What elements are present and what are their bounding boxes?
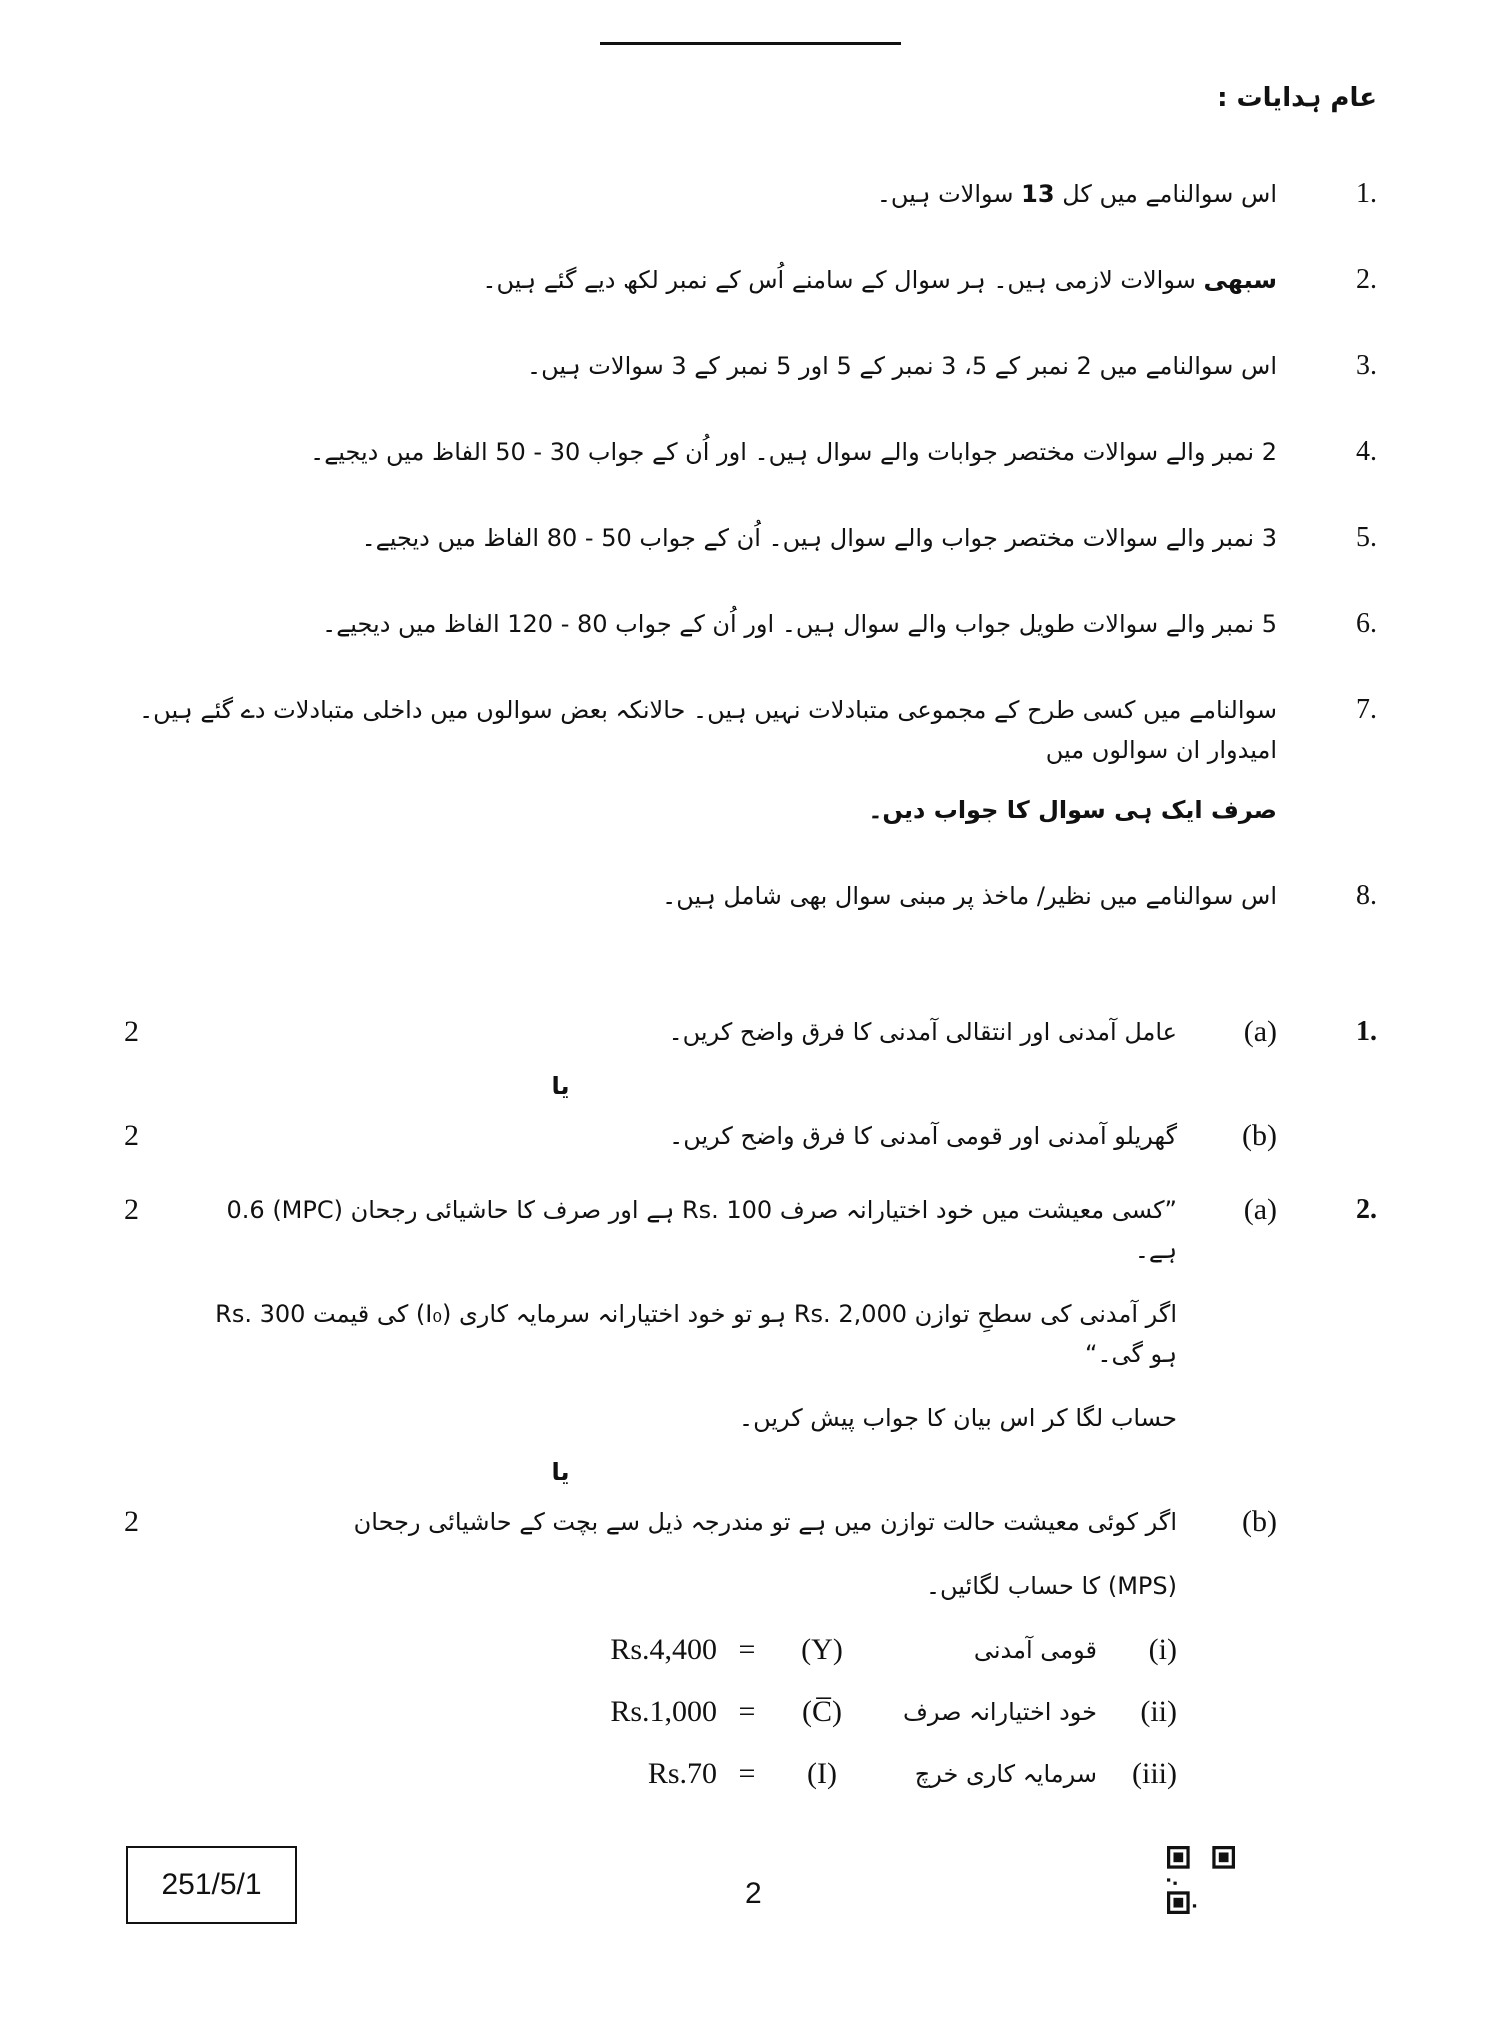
instruction-text: 5 نمبر والے سوالات طویل جواب والے سوال ہیں۔ اور اُن کے جواب 80 - 120 الفاظ میں دیجیے۔: [322, 610, 1277, 638]
instruction-item: [124, 432, 1377, 472]
instruction-item: [124, 604, 1377, 644]
instruction-number: 3.: [1356, 350, 1377, 381]
page-number: 2: [745, 1877, 762, 1910]
q1b-label: (b): [1242, 1119, 1277, 1152]
qr-code-icon: [1167, 1846, 1235, 1914]
item-name: سرمایہ کاری خرچ: [914, 1760, 1097, 1788]
instruction-body: [124, 604, 1277, 644]
item-name: خود اختیارانہ صرف: [903, 1698, 1097, 1726]
item-name: قومی آمدنی: [973, 1636, 1097, 1664]
instruction-body: [124, 174, 1277, 214]
q2b-line-2: ⁦(MPS)⁩ کا حساب لگائیں۔: [925, 1572, 1177, 1600]
instruction-text-continued: صرف ایک ہی سوال کا جواب دیں۔: [868, 796, 1277, 824]
instruction-item: [124, 690, 1377, 830]
instruction-text: 3 نمبر والے سوالات مختصر جواب والے سوال ہیں۔ اُن کے جواب 50 - 80 الفاظ میں دیجیے۔: [361, 524, 1277, 552]
q2b-line-1: اگر کوئی معیشت حالت توازن میں ہے تو مندرجہ ذیل سے بچت کے حاشیائی رجحان: [353, 1508, 1177, 1536]
q2a-label: (a): [1243, 1193, 1277, 1226]
instruction-text: سبھی سوالات لازمی ہیں۔ ہر سوال کے سامنے اُس کے نمبر لکھ دیے گئے ہیں۔: [482, 266, 1277, 294]
instruction-text: سوالنامے میں کسی طرح کے مجموعی متبادلات نہیں ہیں۔ حالانکہ بعض سوالوں میں داخلی متبادلات دے گئے ہیں۔ امیدوار ان سوالوں میں: [139, 696, 1277, 764]
instruction-body: [124, 876, 1277, 916]
q2a-line-2: اگر آمدنی کی سطحِ توازن ⁦Rs. 2,000⁩ ہو تو خود اختیارانہ سرمایہ کاری ⁦(I₀)⁩ کی قیمت ⁦Rs. 300⁩ ہو گی۔“: [215, 1300, 1177, 1368]
q1a-text: عامل آمدنی اور انتقالی آمدنی کا فرق واضح کریں۔: [668, 1018, 1177, 1046]
page-content: [124, 0, 1377, 1816]
instruction-body: [124, 260, 1277, 300]
q1b-text: گھریلو آمدنی اور قومی آمدنی کا فرق واضح کریں۔: [669, 1122, 1177, 1150]
item-label: (iii): [1132, 1757, 1177, 1790]
q2b-marks: 2: [124, 1505, 139, 1538]
item-value: Rs.70: [647, 1757, 717, 1790]
q2b-items: [184, 1630, 1177, 1794]
question-2-number: 2.: [1356, 1194, 1377, 1225]
q1b-marks: 2: [124, 1119, 139, 1152]
q2b-item: [184, 1754, 1177, 1794]
question-1: [124, 1012, 1377, 1156]
instruction-item: [124, 518, 1377, 558]
item-value: Rs.1,000: [610, 1695, 717, 1728]
q2b-item: [184, 1692, 1177, 1732]
item-equals: =: [738, 1633, 756, 1666]
q2a-line-3: حساب لگا کر اس بیان کا جواب پیش کریں۔: [739, 1404, 1177, 1432]
instruction-number: 4.: [1356, 436, 1377, 467]
instruction-number: 5.: [1356, 522, 1377, 553]
item-equals: =: [738, 1695, 756, 1728]
instruction-body: [124, 518, 1277, 558]
instruction-text: 2 نمبر والے سوالات مختصر جوابات والے سوال ہیں۔ اور اُن کے جواب 30 - 50 الفاظ میں دیجیے۔: [310, 438, 1277, 466]
q2a-line-1: ”کسی معیشت میں خود اختیارانہ صرف ⁦Rs. 100⁩ ہے اور صرف کا حاشیائی رجحان ⁦(MPC)⁩ ⁦0.6⁩ ہے۔: [226, 1196, 1177, 1264]
item-label: (i): [1148, 1633, 1177, 1666]
instruction-number: 7.: [1356, 694, 1377, 725]
q2b-label: (b): [1242, 1505, 1277, 1538]
item-label: (ii): [1140, 1695, 1177, 1728]
item-symbol: (C̅): [802, 1695, 842, 1728]
question-paper-code: 251/5/1: [126, 1846, 297, 1924]
instruction-item: [124, 876, 1377, 916]
instruction-item: [124, 346, 1377, 386]
item-symbol: (I): [807, 1757, 837, 1790]
instructions-list: [124, 174, 1377, 916]
instruction-number: 6.: [1356, 608, 1377, 639]
general-instructions-heading: عام ہدایات :: [1217, 83, 1377, 113]
instruction-item: [124, 260, 1377, 300]
q1a-marks: 2: [124, 1015, 139, 1048]
instruction-number: 1.: [1356, 178, 1377, 209]
instruction-text: اس سوالنامے میں نظیر/ ماخذ پر مبنی سوال بھی شامل ہیں۔: [662, 882, 1277, 910]
instruction-text: اس سوالنامے میں کل 13 سوالات ہیں۔: [876, 180, 1277, 208]
instruction-number: 2.: [1356, 264, 1377, 295]
q2-or-label: یا: [551, 1458, 570, 1486]
q2a-marks: 2: [124, 1193, 139, 1226]
instruction-body: [124, 346, 1277, 386]
instruction-item: [124, 174, 1377, 214]
item-symbol: (Y): [801, 1633, 843, 1666]
item-value: Rs.4,400: [610, 1633, 717, 1666]
q2b-item: [184, 1630, 1177, 1670]
instruction-body: [124, 432, 1277, 472]
item-equals: =: [738, 1757, 756, 1790]
question-1-number: 1.: [1356, 1016, 1377, 1047]
instruction-text: اس سوالنامے میں 2 نمبر کے 5، 3 نمبر کے 5 اور 5 نمبر کے 3 سوالات ہیں۔: [527, 352, 1277, 380]
q1a-label: (a): [1243, 1015, 1277, 1048]
instruction-body: [124, 690, 1277, 830]
q1-or-label: یا: [551, 1072, 570, 1100]
instruction-number: 8.: [1356, 880, 1377, 911]
question-2: [124, 1190, 1377, 1816]
